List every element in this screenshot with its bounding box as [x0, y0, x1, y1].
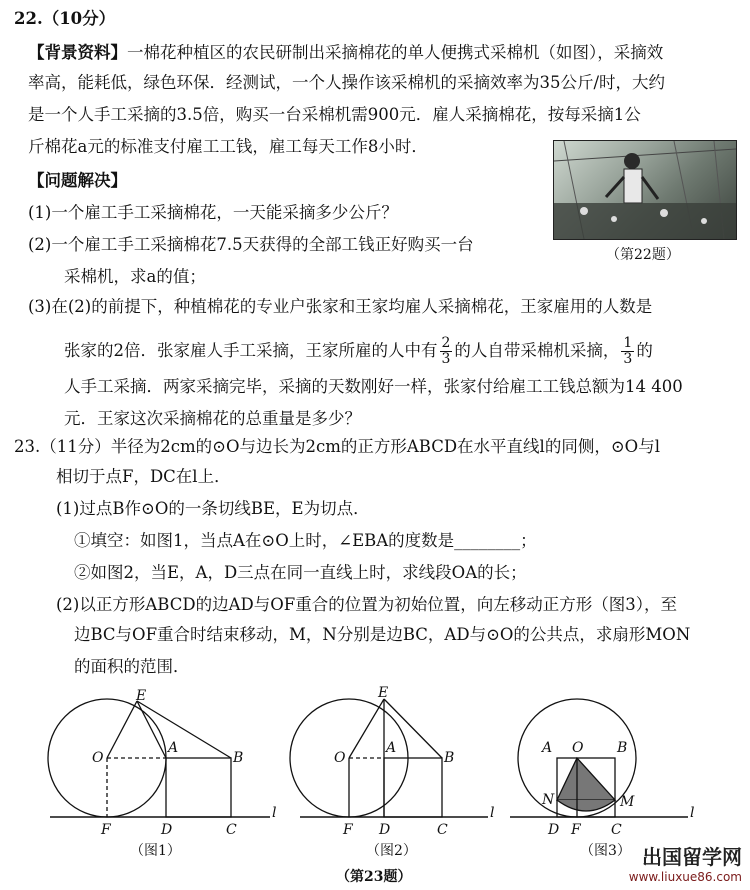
part-3b-text-1: 张家的2倍．张家雇人手工采摘，王家所雇的人中有	[64, 341, 438, 360]
figure-2-caption: （图2）	[366, 843, 417, 859]
watermark	[629, 841, 742, 884]
figures-caption: （第23题）	[336, 869, 412, 885]
q22-part-2b: 采棉机，求a的值；	[64, 267, 206, 286]
q22-solve-title: 【问题解决】	[28, 171, 127, 190]
watermark-url: www.liuxue86.com	[628, 870, 742, 884]
point-label: O	[572, 740, 584, 756]
part-3b-text-2: 的人自带采棉机采摘，	[454, 341, 620, 360]
figure-3-caption: （图3）	[580, 843, 631, 859]
photo-caption: （第22题）	[606, 247, 680, 263]
point-label: A	[168, 740, 179, 756]
point-label: B	[233, 750, 244, 766]
figure-3	[510, 699, 688, 817]
point-label: B	[617, 740, 628, 756]
part-3b-text-3: 的	[636, 341, 653, 360]
q23-line-7: 边BC与OF重合时结束移动，M，N分别是边BC，AD与⊙O的公共点，求扇形MON	[74, 625, 691, 644]
q22-background-line-4: 斤棉花a元的标准支付雇工工钱，雇工每天工作8小时．	[28, 137, 428, 156]
point-label: E	[136, 688, 147, 704]
point-label: C	[611, 822, 622, 838]
point-label: O	[334, 750, 346, 766]
point-label: M	[620, 794, 635, 810]
point-label: F	[571, 822, 581, 838]
fraction-numerator: 2	[441, 335, 451, 351]
fraction-denominator: 3	[623, 351, 633, 367]
watermark-name: 出国留学网	[642, 845, 742, 869]
point-label: N	[542, 792, 555, 808]
fraction-denominator: 3	[441, 351, 451, 367]
line-label: l	[690, 805, 695, 821]
background-text-1: 一棉花种植区的农民研制出采摘棉花的单人便携式采棉机（如图），采摘效	[127, 43, 664, 62]
q23-figures	[0, 680, 750, 840]
point-label: O	[92, 750, 104, 766]
q23-line-4: ①填空：如图1，当点A在⊙O上时，∠EBA的度数是________；	[74, 531, 537, 550]
q22-part-3a: (3)在(2)的前提下，种植棉花的专业户张家和王家均雇人采摘棉花，王家雇用的人数是	[28, 297, 653, 316]
q23-line-2: 相切于点F，DC在l上．	[56, 467, 231, 486]
background-title: 【背景资料】	[28, 43, 127, 62]
point-label: E	[378, 685, 389, 701]
point-label: C	[226, 822, 237, 838]
q23-line-8: 的面积的范围．	[74, 657, 190, 676]
q22-background-line-1	[28, 42, 663, 64]
q23-line-1: 23.（11分）半径为2cm的⊙O与边长为2cm的正方形ABCD在水平直线l的同侧，⊙O与l	[14, 437, 660, 456]
line-label: l	[490, 805, 495, 821]
point-label: D	[161, 822, 173, 838]
point-label: F	[101, 822, 111, 838]
point-label: A	[542, 740, 553, 756]
point-label: C	[437, 822, 448, 838]
cotton-picker-photo	[553, 140, 737, 240]
q22-part-2a: (2)一个雇工手工采摘棉花7.5天获得的全部工钱正好购买一台	[28, 235, 474, 254]
q22-background-line-3: 是一个人手工采摘的3.5倍，购买一台采棉机需900元．雇人采摘棉花，按每采摘1公	[28, 105, 641, 124]
q22-header: 22.（10分）	[14, 9, 116, 28]
line-label: l	[272, 805, 277, 821]
q23-line-3: (1)过点B作⊙O的一条切线BE，E为切点．	[56, 499, 370, 518]
point-label: B	[444, 750, 455, 766]
q23-line-5: ②如图2，当E，A，D三点在同一直线上时，求线段OA的长；	[74, 563, 527, 582]
fraction-two-thirds	[440, 336, 453, 367]
point-label: A	[386, 740, 397, 756]
fraction-one-third	[621, 336, 634, 367]
q22-part-3b	[64, 336, 653, 367]
figure-2-labels	[334, 685, 494, 838]
q22-part-1: (1)一个雇工手工采摘棉花，一天能采摘多少公斤？	[28, 203, 398, 222]
q22-part-3d: 元．王家这次采摘棉花的总重量是多少？	[64, 409, 361, 428]
q23-line-6: (2)以正方形ABCD的边AD与OF重合的位置为初始位置，向左移动正方形（图3），至	[56, 595, 677, 614]
fraction-numerator: 1	[623, 335, 633, 351]
q22-background-line-2: 率高，能耗低，绿色环保．经测试，一个人操作该采棉机的采摘效率为35公斤/时，大约	[28, 73, 666, 92]
q22-part-3c: 人手工采摘．两家采摘完毕，采摘的天数刚好一样，张家付给雇工工钱总额为14 400	[64, 377, 683, 396]
point-label: D	[548, 822, 560, 838]
point-label: D	[379, 822, 391, 838]
point-label: F	[343, 822, 353, 838]
photo-sketch	[554, 141, 736, 239]
figure-2	[290, 699, 488, 817]
figure-1-caption: （图1）	[130, 843, 181, 859]
